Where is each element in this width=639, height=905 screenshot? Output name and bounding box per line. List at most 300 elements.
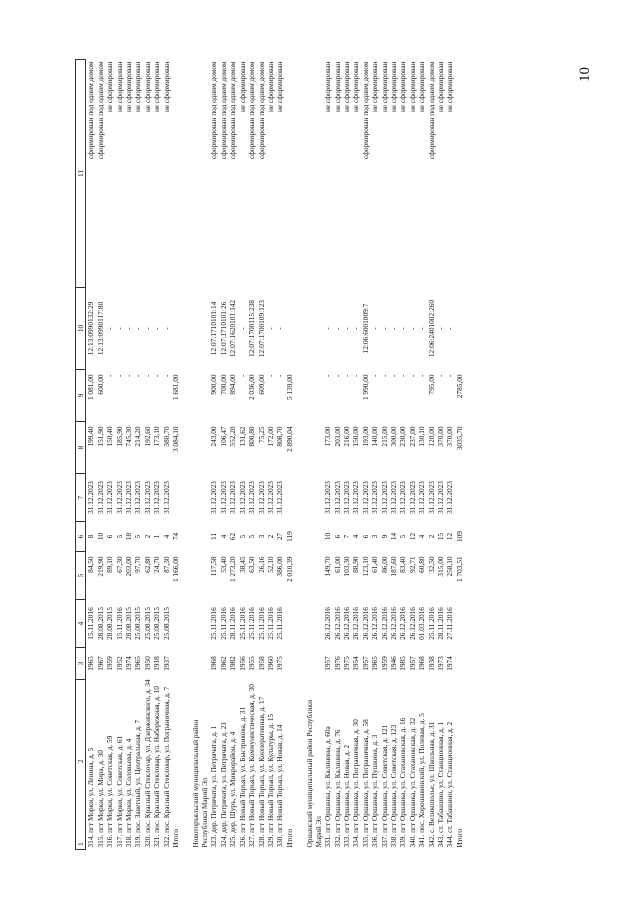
address: пгт Новый Торъял, ул. Кооперативная, д. 17 <box>256 696 266 833</box>
cadastral-number-cell: 12:06:2401002:260 <box>426 299 436 358</box>
row-number-separator: . <box>265 832 275 837</box>
total-area-cell: 380,70 <box>161 426 171 447</box>
cadastral-number-cell: 12:07:1710101:14 <box>209 301 219 356</box>
total-area-cell: 215,00 <box>379 426 389 447</box>
total-residents-cell: 119 <box>284 531 294 542</box>
year-built-cell: 1956 <box>237 656 247 671</box>
area-cell: 1 273,20 <box>228 556 238 583</box>
land-status-cell: сформирован под одним домом <box>228 61 238 160</box>
total-area-cell: 120,00 <box>426 426 436 447</box>
row-number: 326 <box>237 836 247 848</box>
total-area-cell: 172,00 <box>265 426 275 447</box>
resettlement-date-cell: 31.12.2023 <box>105 481 115 514</box>
total-status-cell <box>171 60 180 288</box>
table-row <box>323 60 332 850</box>
year-built-cell: 1957 <box>323 656 333 671</box>
row-number: 336 <box>370 836 380 848</box>
land-area-cell: - <box>105 374 115 377</box>
row-number-separator: . <box>152 832 162 837</box>
land-status-cell: не сформирован <box>351 61 361 113</box>
resettlement-date-cell: 31.12.2023 <box>275 481 285 514</box>
table-row <box>436 60 445 850</box>
recognition-date-cell: 25.11.2016 <box>426 607 436 640</box>
total-area-cell: 173,00 <box>323 426 333 447</box>
year-built-cell: 1960 <box>265 656 275 671</box>
address-cell <box>257 680 266 850</box>
recognition-date-cell: 28.08.2015 <box>95 607 105 640</box>
row-number-separator: . <box>323 832 333 837</box>
residents-cell: 5 <box>398 534 408 539</box>
total-area-cell: 203,00 <box>332 426 342 447</box>
cadastral-number-cell: - <box>332 327 342 330</box>
address-cell <box>351 680 360 850</box>
total-area-cell: 237,00 <box>407 426 417 447</box>
year-built-cell: 1974 <box>445 656 455 671</box>
address-cell <box>275 680 284 850</box>
year-built-cell: 1967 <box>95 656 105 671</box>
total-area-cell: 214,20 <box>133 426 143 447</box>
residents-cell: 10 <box>323 532 333 541</box>
table-row <box>162 60 171 850</box>
resettlement-date-cell: 31.12.2023 <box>247 481 257 514</box>
recognition-date-cell: 26.12.2016 <box>388 607 398 640</box>
header-col-5: 5 <box>76 552 86 600</box>
area-cell: 149,70 <box>323 556 333 577</box>
area-cell: 53,40 <box>218 556 228 573</box>
address-cell <box>333 680 342 850</box>
row-number: 331 <box>323 836 333 848</box>
residents-cell: 4 <box>417 534 427 539</box>
row-number: 329 <box>265 836 275 848</box>
residents-cell: 5 <box>133 534 143 539</box>
total-area-cell: 300,00 <box>388 426 398 447</box>
table-row <box>228 60 237 850</box>
residents-cell: 6 <box>105 534 115 539</box>
land-status-cell: сформирован под одним домом <box>426 61 436 160</box>
year-built-cell: 1950 <box>142 656 152 671</box>
address-cell <box>105 680 114 850</box>
row-number: 335 <box>360 836 370 848</box>
cadastral-number-cell: - <box>388 327 398 330</box>
total-year-cell <box>455 648 464 680</box>
table-row <box>361 60 370 850</box>
row-number-separator: . <box>124 832 134 837</box>
residents-cell: 15 <box>436 532 445 541</box>
land-area-cell: 700,00 <box>218 374 228 395</box>
area-cell: 103,30 <box>341 556 351 577</box>
year-built-cell: 1985 <box>398 656 408 671</box>
address-cell <box>427 680 436 850</box>
table-row <box>351 60 360 850</box>
address: пгт Оршанка, ул. Советская, д. 121 <box>379 724 389 833</box>
address: пгт Оршанка, ул. Пограничная, д. 58 <box>360 719 370 833</box>
row-number-separator: . <box>275 832 285 837</box>
land-area-cell: - <box>133 374 143 377</box>
row-number-separator: . <box>379 832 389 837</box>
total-residents-cell: 74 <box>171 532 181 541</box>
cadastral-number-cell: 12:07:1700109:123 <box>256 299 266 358</box>
row-number: 323 <box>209 836 219 848</box>
row-number: 327 <box>247 836 257 848</box>
header-col-9: 9 <box>76 370 86 422</box>
residents-cell: 12 <box>445 532 455 541</box>
recognition-date-cell: 25.08.2015 <box>142 607 152 640</box>
residents-cell: 4 <box>161 534 171 539</box>
total-label: Итого <box>284 829 294 848</box>
address-cell <box>389 680 398 850</box>
address-cell <box>86 680 96 850</box>
address: пгт Оршанка, ул. Стахановская, д. 32 <box>407 717 417 833</box>
year-built-cell: 1968 <box>209 656 219 671</box>
row-number: 315 <box>95 836 105 848</box>
year-built-cell: 1976 <box>332 656 342 671</box>
total-year-cell <box>285 648 294 680</box>
address: пгт Новый Торъял, ул. Новая, д. 14 <box>275 724 285 833</box>
total-area-cell: 800,80 <box>247 426 257 447</box>
residents-cell: 27 <box>275 532 285 541</box>
row-number-separator: . <box>426 832 436 837</box>
total-area-cell: 552,20 <box>228 426 238 447</box>
address: пгт Оршанка, ул. Советская, д. 123 <box>388 724 398 833</box>
row-number-separator: . <box>86 832 96 837</box>
header-col-2: 2 <box>76 759 85 763</box>
table-row <box>417 60 426 850</box>
resettlement-date-cell: 31.12.2023 <box>341 481 351 514</box>
address: пос. Красный Стекловар, ул. Пограничная, д. 7 <box>161 686 171 833</box>
row-number-separator: . <box>105 832 115 837</box>
cadastral-number-cell: - <box>124 327 134 330</box>
table-row <box>333 60 342 850</box>
row-number-separator: . <box>436 832 445 837</box>
cadastral-number-cell: - <box>341 327 351 330</box>
total-area-cell: 193,00 <box>360 426 370 447</box>
land-status-cell: сформирован под одним домом <box>218 61 228 160</box>
resettlement-date-cell: 31.12.2023 <box>426 481 436 514</box>
total-row <box>285 60 294 850</box>
total-date-cell <box>171 600 180 648</box>
land-area-cell: - <box>114 374 124 377</box>
table-row <box>143 60 152 850</box>
district-heading-row <box>299 60 323 850</box>
address: пгт Оршанка, ул. Калинина, д. 76 <box>332 729 342 833</box>
cadastral-number-cell: - <box>323 327 333 330</box>
area-cell: 52,10 <box>265 556 275 573</box>
total-cadastral-cell <box>285 288 294 370</box>
address-cell <box>162 680 171 850</box>
address: пгт Морки, ул. Советская, д. 59 <box>105 735 115 833</box>
header-col-3: 3 <box>76 648 86 680</box>
resettlement-date-cell: 31.12.2023 <box>379 481 389 514</box>
land-area-cell: 600,00 <box>95 374 105 395</box>
land-status-cell: не сформирован <box>142 61 152 113</box>
cadastral-number-cell: - <box>237 327 247 330</box>
land-area-cell: 795,00 <box>426 374 436 395</box>
resettlement-date-cell: 31.12.2023 <box>86 481 96 514</box>
address: с. Великополье, ул. Школьная, д. 31 <box>426 721 436 833</box>
recognition-date-cell: 26.12.2016 <box>360 607 370 640</box>
address-cell <box>143 680 152 850</box>
address: пгт Новый Торъял, ул. Культуры, д. 15 <box>265 713 275 833</box>
land-area-cell: - <box>417 374 427 377</box>
recognition-date-cell: 25.11.2016 <box>209 607 219 640</box>
row-number: 338 <box>388 836 398 848</box>
residents-cell: 18 <box>124 532 134 541</box>
cadastral-number-cell: - <box>275 327 285 330</box>
land-status-cell: не сформирован <box>388 61 398 113</box>
address-cell <box>228 680 237 850</box>
residents-cell: 3 <box>256 534 266 539</box>
land-area-cell: - <box>407 374 417 377</box>
district-heading-row <box>185 60 209 850</box>
row-number: 328 <box>256 836 266 848</box>
address: дер. Шуръ, ул. Микрорайон, д. 4 <box>228 731 238 833</box>
address-cell <box>219 680 228 850</box>
total-area-cell: 199,40 <box>86 426 96 447</box>
land-status-cell: не сформирован <box>237 61 247 113</box>
residents-cell: 1 <box>152 534 162 539</box>
address-cell <box>115 680 124 850</box>
land-status-cell: не сформирован <box>124 61 134 113</box>
row-number-separator: . <box>351 832 361 837</box>
year-built-cell: 1962 <box>218 656 228 671</box>
land-status-cell: не сформирован <box>105 61 115 113</box>
year-built-cell: 1982 <box>228 656 238 671</box>
resettlement-date-cell: 31.12.2023 <box>161 481 171 514</box>
resettlement-date-cell: 31.12.2023 <box>114 481 124 514</box>
recognition-date-cell: 28.08.2015 <box>105 607 115 640</box>
address: пгт Оршанка, ул. Стахановская, д. 16 <box>398 717 408 833</box>
total-area-cell: 150,00 <box>351 426 361 447</box>
total-area-cell: 192,60 <box>142 426 152 447</box>
address: пгт Оршанка, ул. Пограничная, д. 30 <box>351 719 361 833</box>
table-row <box>86 60 96 850</box>
year-built-cell: 1975 <box>275 656 285 671</box>
recognition-date-cell: 26.12.2016 <box>398 607 408 640</box>
year-built-cell: 1974 <box>124 656 134 671</box>
row-number: 339 <box>398 836 408 848</box>
residents-cell: 9 <box>379 534 389 539</box>
cadastral-number-cell: 12:13:0990117:80 <box>95 301 105 356</box>
address: пгт Новый Торъял, ул. Быстрикова, д. 31 <box>237 706 247 833</box>
row-number: 333 <box>341 836 351 848</box>
land-area-cell: - <box>388 374 398 377</box>
row-number-separator: . <box>398 832 408 837</box>
residents-cell: 7 <box>341 534 351 539</box>
row-number: 343 <box>436 836 445 848</box>
row-number-separator: . <box>256 832 266 837</box>
cadastral-number-cell: - <box>351 327 361 330</box>
total-resettlement-cell <box>455 474 464 522</box>
recognition-date-cell: 28.11.2016 <box>436 607 445 640</box>
recognition-date-cell: 15.11.2016 <box>114 607 124 640</box>
total-resettlement-cell <box>285 474 294 522</box>
area-cell: 63,50 <box>247 556 257 573</box>
year-built-cell: 1937 <box>161 656 171 671</box>
land-status-cell: не сформирован <box>152 61 162 113</box>
total-area-cell: 370,00 <box>445 426 455 447</box>
land-status-cell: не сформирован <box>398 61 408 113</box>
total-residents-cell: 109 <box>454 531 464 542</box>
land-status-cell: не сформирован <box>407 61 417 113</box>
cadastral-number-cell: 12:07:1710101:26 <box>218 301 228 356</box>
resettlement-date-cell: 31.12.2023 <box>407 481 417 514</box>
resettlement-date-cell: 31.12.2023 <box>95 481 105 514</box>
address-cell <box>445 680 454 850</box>
total-area-cell: 130,10 <box>417 426 427 447</box>
area-cell: 187,60 <box>388 556 398 577</box>
resettlement-date-cell: 31.12.2023 <box>417 481 427 514</box>
address: пос. Заветный, ул. Центральная, д. 7 <box>133 719 143 833</box>
recognition-date-cell: 26.12.2016 <box>379 607 389 640</box>
land-status-cell: не сформирован <box>161 61 171 113</box>
land-area-cell: 609,00 <box>256 374 266 395</box>
address: пгт Морки, ул. Ленина, д. 5 <box>86 747 96 833</box>
recognition-date-cell: 26.12.2016 <box>323 607 333 640</box>
land-area-cell: - <box>370 374 380 377</box>
cadastral-number-cell: 12:07:1700115:238 <box>247 300 257 357</box>
recognition-date-cell: 25.11.2016 <box>237 607 247 640</box>
table-row <box>257 60 266 850</box>
land-area-cell: - <box>275 374 285 377</box>
row-number-separator: . <box>209 832 219 837</box>
total-land-area-cell: 5 139,00 <box>284 374 294 401</box>
total-area-cell: 2 010,39 <box>284 556 294 583</box>
table-row <box>380 60 389 850</box>
row-number-separator: . <box>142 832 152 837</box>
area-cell: 84,50 <box>86 556 96 573</box>
resettlement-date-cell: 31.12.2023 <box>133 481 143 514</box>
land-status-cell: не сформирован <box>417 61 427 113</box>
area-cell: 88,90 <box>351 556 361 573</box>
address-cell <box>361 680 370 850</box>
area-cell: 61,00 <box>332 556 342 573</box>
address-cell <box>133 680 142 850</box>
total-row <box>171 60 180 850</box>
row-number: 321 <box>152 836 162 848</box>
land-area-cell: 2 036,00 <box>247 374 257 401</box>
land-status-cell: не сформирован <box>332 61 342 113</box>
row-number-separator: . <box>95 832 105 837</box>
land-status-cell: не сформирован <box>114 61 124 113</box>
area-cell: 83,40 <box>398 556 408 573</box>
cadastral-number-cell: - <box>445 327 455 330</box>
cadastral-number-cell: - <box>417 327 427 330</box>
table-row <box>342 60 351 850</box>
district-name: Новоторъяльский муниципальный район Республики Марий Эл <box>191 719 210 848</box>
year-built-cell: 1955 <box>247 656 257 671</box>
area-cell: 60,80 <box>417 556 427 573</box>
land-status-cell: сформирован под одним домом <box>86 61 96 160</box>
land-area-cell: - <box>351 374 361 377</box>
table-row <box>133 60 142 850</box>
total-area-cell: 131,62 <box>237 426 247 447</box>
area-cell: 61,40 <box>370 556 380 573</box>
cadastral-number-cell: - <box>114 327 124 330</box>
table-body <box>86 60 464 850</box>
table-row <box>389 60 398 850</box>
table-row <box>275 60 284 850</box>
address-cell <box>266 680 275 850</box>
header-col-1: 1 <box>76 842 85 846</box>
recognition-date-cell: 25.11.2016 <box>247 607 257 640</box>
land-status-cell: не сформирован <box>341 61 351 113</box>
land-area-cell: 900,00 <box>209 374 219 395</box>
year-built-cell: 1959 <box>105 656 115 671</box>
address: ст. Табашино, ул. Станционная, д. 1 <box>436 721 445 833</box>
total-date-cell <box>285 600 294 648</box>
residents-cell: 4 <box>351 534 361 539</box>
header-col-7: 7 <box>76 474 86 522</box>
total-area-cell: 745,30 <box>124 426 134 447</box>
header-col-10: 10 <box>76 288 86 370</box>
total-area-cell: 140,00 <box>370 426 380 447</box>
total-area-cell: 370,00 <box>436 426 445 447</box>
residents-cell: 11 <box>209 532 219 541</box>
row-number-separator: . <box>133 832 143 837</box>
table-row <box>105 60 114 850</box>
address-cell <box>380 680 389 850</box>
address: пос. Красный Стеклovар, ул. Дзержинского, д. 34 <box>142 679 152 833</box>
resettlement-date-cell: 31.12.2023 <box>228 481 238 514</box>
total-area-cell: 185,90 <box>114 426 124 447</box>
land-status-cell: сформирован под одним домом <box>360 61 370 160</box>
address-cell <box>342 680 351 850</box>
land-area-cell: 1 081,00 <box>86 374 96 401</box>
row-number: 344 <box>445 836 455 848</box>
resettlement-date-cell: 31.12.2023 <box>370 481 380 514</box>
resettlement-date-cell: 31.12.2023 <box>332 481 342 514</box>
residents-cell: 4 <box>218 534 228 539</box>
year-built-cell: 1957 <box>360 656 370 671</box>
resettlement-date-cell: 31.12.2023 <box>265 481 275 514</box>
address: пгт Оршанка, ул. Новая, д. 2 <box>341 744 351 833</box>
resettlement-date-cell: 31.12.2023 <box>152 481 162 514</box>
cadastral-number-cell: - <box>152 327 162 330</box>
total-status-cell <box>285 60 294 288</box>
area-cell: 258,10 <box>445 556 455 577</box>
cadastral-number-cell: - <box>379 327 389 330</box>
row-number: 320 <box>142 836 152 848</box>
area-cell: 67,30 <box>114 556 124 573</box>
residents-cell: 8 <box>86 534 96 539</box>
area-cell: 92,71 <box>407 556 417 573</box>
residents-cell: 14 <box>388 532 398 541</box>
land-status-cell: сформирован под одним домом <box>95 61 105 160</box>
row-number-separator: . <box>445 832 455 837</box>
row-number-separator: . <box>360 832 370 837</box>
residents-cell: 2 <box>142 534 152 539</box>
table-row <box>247 60 256 850</box>
land-status-cell: не сформирован <box>265 61 275 113</box>
row-number-separator: . <box>237 832 247 837</box>
address: пгт Морки, ул. Соловьева, д. 4 <box>124 738 134 833</box>
cadastral-number-cell: - <box>407 327 417 330</box>
year-built-cell: 1965 <box>133 656 143 671</box>
year-built-cell: 1965 <box>370 656 380 671</box>
row-number: 340 <box>407 836 417 848</box>
row-number-separator: . <box>407 832 417 837</box>
row-number: 334 <box>351 836 361 848</box>
address-cell <box>370 680 379 850</box>
year-built-cell: 1938 <box>426 656 436 671</box>
cadastral-number-cell: - <box>105 327 115 330</box>
year-built-cell: 1958 <box>256 656 266 671</box>
total-land-area-cell: 1 681,00 <box>171 374 181 401</box>
address-cell <box>209 680 218 850</box>
recognition-date-cell: 26.12.2016 <box>351 607 361 640</box>
resettlement-date-cell: 31.12.2023 <box>445 481 455 514</box>
cadastral-number-cell: 12:13:0990132:29 <box>86 301 96 356</box>
